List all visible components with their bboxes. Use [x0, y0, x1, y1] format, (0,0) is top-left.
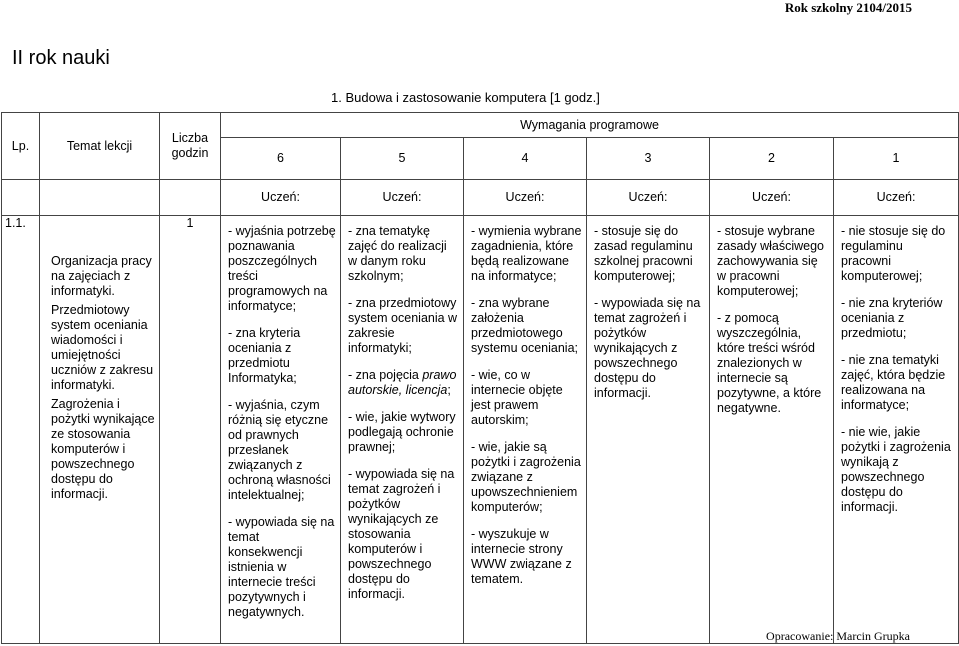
- requirement-item: - wypowiada się na temat zagrożeń i pożytków wynikających z powszechnego dostępu do informacji.: [594, 296, 701, 400]
- footer-author: Opracowanie: Marcin Grupka: [766, 629, 910, 643]
- requirement-item: - zna kryteria oceniania z przedmiotu Informatyka;: [228, 326, 301, 385]
- requirements-table: [1, 112, 959, 644]
- requirement-item: - wyjaśnia, czym różnią się etyczne od prawnych przesłanek związanych z ochroną własności intelektualnej;: [228, 398, 331, 502]
- requirement-item: - wypowiada się na temat konsekwencji istnienia w internecie treści pozytywnych i negatywnych.: [228, 515, 335, 619]
- empty-cell: [2, 180, 40, 216]
- grade-1-requirements: [834, 216, 959, 644]
- col-hours-header: Liczba godzin: [160, 113, 221, 180]
- student-label: Uczeń:: [341, 180, 464, 216]
- grade-5-header: 5: [341, 138, 464, 180]
- student-label: Uczeń:: [834, 180, 959, 216]
- requirement-item: - nie zna kryteriów oceniania z przedmiotu;: [841, 296, 943, 340]
- col-lp-header: Lp.: [2, 113, 40, 180]
- student-label: Uczeń:: [464, 180, 587, 216]
- grade-4-requirements: [464, 216, 587, 644]
- topic-paragraph: Przedmiotowy system oceniania wiadomości i umiejętności uczniów z zakresu informatyki.: [51, 303, 154, 392]
- requirement-text: - zna pojęcia: [348, 368, 423, 382]
- grade-2-requirements: [710, 216, 834, 644]
- requirement-item: - nie zna tematyki zajęć, która będzie realizowana na informatyce;: [841, 353, 946, 412]
- requirement-item: - nie wie, jakie pożytki i zagrożenia wynikają z powszechnego dostępu do informacji.: [841, 425, 951, 514]
- requirement-item: - wie, jakie wytwory podlegają ochronie prawnej;: [348, 410, 456, 454]
- student-label: Uczeń:: [710, 180, 834, 216]
- requirement-item: [348, 368, 459, 398]
- grade-3-requirements: [587, 216, 710, 644]
- requirement-item: - wypowiada się na temat zagrożeń i pożytków wynikających ze stosowania komputerów i powszechnego dostępu do informacji.: [348, 467, 455, 601]
- requirement-item: - wymienia wybrane zagadnienia, które będą realizowane na informatyce;: [471, 224, 582, 283]
- lesson-topic: [40, 216, 160, 644]
- grade-3-header: 3: [587, 138, 710, 180]
- requirement-item: - z pomocą wyszczególnia, które treści wśród znalezionych w internecie są pozytywne, a które negatywne.: [717, 311, 822, 415]
- lesson-number: 1.1.: [2, 216, 40, 644]
- grade-1-header: 1: [834, 138, 959, 180]
- requirement-item: - zna wybrane założenia przedmiotowego systemu oceniania;: [471, 296, 579, 355]
- requirement-item: - nie stosuje się do regulaminu pracowni komputerowej;: [841, 224, 946, 283]
- grade-4-header: 4: [464, 138, 587, 180]
- requirement-item: - wie, co w internecie objęte jest prawem autorskim;: [471, 368, 563, 427]
- requirement-item: - wie, jakie są pożytki i zagrożenia związane z upowszechnieniem komputerów;: [471, 440, 581, 514]
- student-label: Uczeń:: [221, 180, 341, 216]
- requirement-item: - zna przedmiotowy system oceniania w zakresie informatyki;: [348, 296, 458, 355]
- empty-cell: [40, 180, 160, 216]
- grade-5-requirements: [341, 216, 464, 644]
- requirement-item: - zna tematykę zajęć do realizacji w danym roku szkolnym;: [348, 224, 447, 283]
- grade-6-requirements: [221, 216, 341, 644]
- student-label: Uczeń:: [587, 180, 710, 216]
- requirement-item: - stosuje wybrane zasady właściwego zachowywania się w pracowni komputerowej;: [717, 224, 824, 298]
- section-title: 1. Budowa i zastosowanie komputera [1 godz.]: [331, 90, 600, 105]
- page-title: II rok nauki: [12, 47, 110, 69]
- lesson-hours: 1: [160, 216, 221, 644]
- requirement-item: - stosuje się do zasad regulaminu szkolnej pracowni komputerowej;: [594, 224, 693, 283]
- requirement-italic-text: prawo autorskie, licencja: [348, 368, 457, 397]
- grade-6-header: 6: [221, 138, 341, 180]
- col-topic-header: Temat lekcji: [40, 113, 160, 180]
- topic-paragraph: Organizacja pracy na zajęciach z informatyki.: [51, 254, 152, 298]
- school-year: Rok szkolny 2104/2015: [784, 0, 912, 15]
- col-requirements-header: Wymagania programowe: [221, 113, 959, 138]
- topic-paragraph: Zagrożenia i pożytki wynikające ze stosowania komputerów i powszechnego dostępu do informacji.: [51, 397, 155, 501]
- requirement-item: - wyjaśnia potrzebę poznawania poszczególnych treści programowych na informatyce;: [228, 224, 336, 313]
- requirement-item: - wyszukuje w internecie strony WWW związane z tematem.: [471, 527, 572, 586]
- empty-cell: [160, 180, 221, 216]
- grade-2-header: 2: [710, 138, 834, 180]
- requirement-text: ;: [447, 383, 451, 397]
